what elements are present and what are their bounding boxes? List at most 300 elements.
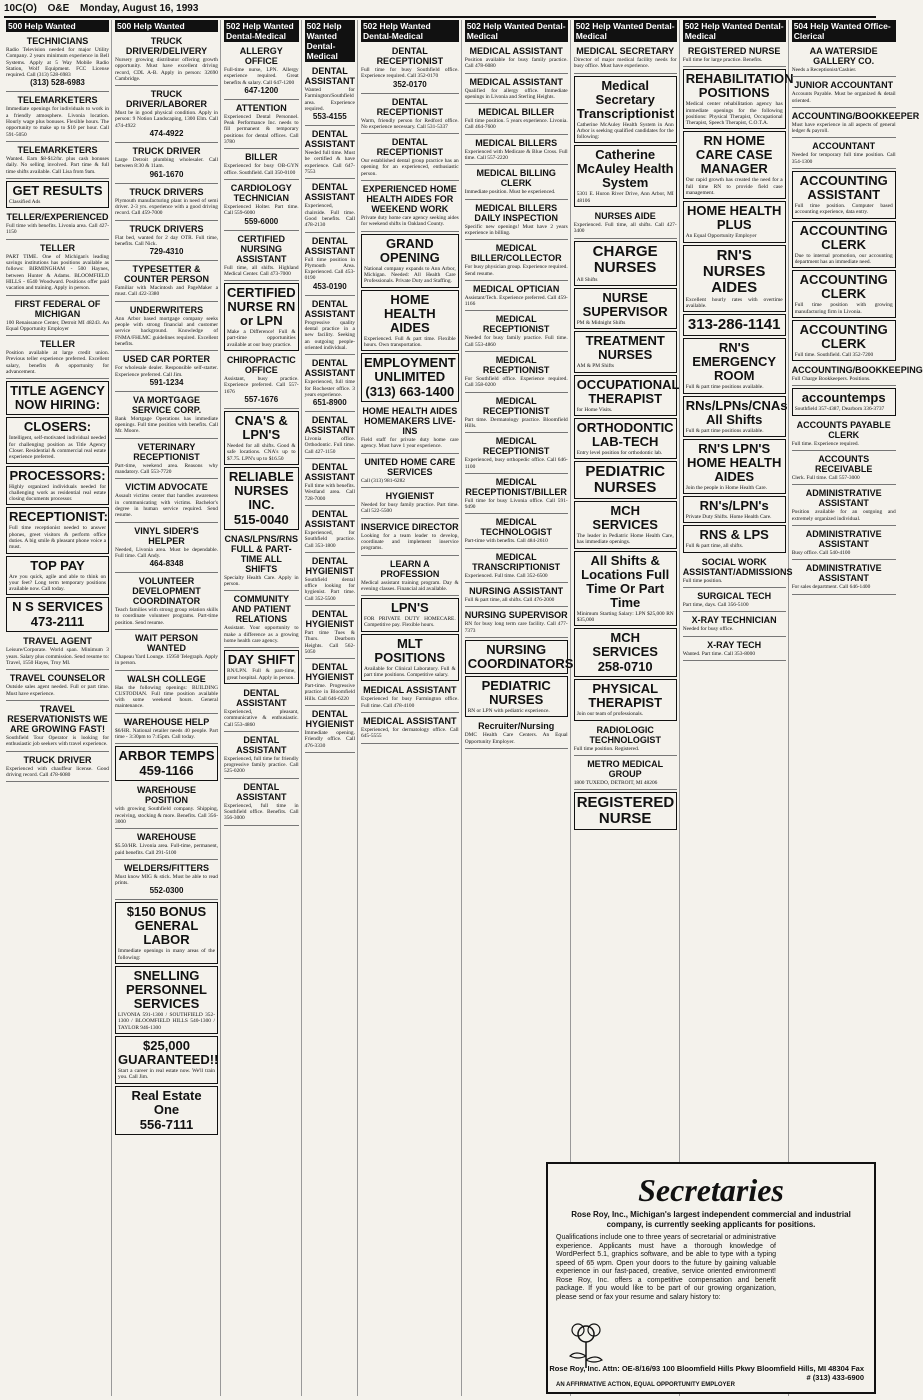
ad-body: Large Detroit plumbing wholesaler. Call between 8:30 & 11am. (115, 157, 218, 170)
column-3 (303, 20, 358, 1396)
ad-body: Part-time, weekend area. Reasons why mandatory. Call 553-7720 (115, 462, 218, 476)
column-header: 500 Help Wanted (6, 20, 109, 32)
ad-title: All Shifts & Locations Full Time Or Part Time (581, 552, 670, 610)
classified-ad (574, 628, 677, 677)
ad-body: Needed full time. Must be certified & have experience. Call 647-7553 (304, 150, 355, 176)
ad-body: $6/HR. National retailer needs 40 people. Part time - 3:30pm to 7:45pm. Call today. (115, 727, 218, 741)
ad-body: PART TIME. One of Michigan's leading savings institutions has positions available as follows: BIRMINGHAM - 500 Haynes, between Hunter & Adams. BLOOMFIELD HILLS - 6540 Woodward. Positions offer paid vacation and training. Apply in person. (6, 253, 109, 292)
classified-ad (792, 452, 896, 485)
ad-body: Part time, days. Call 356-5100 (682, 602, 749, 609)
ad-body: Must be in good physical condition. Apply in person: 9 Notion Landscaping, 1300 Elm. Call 474-4922 (115, 110, 218, 129)
ad-body: Full & part time, all shifts. Call 476-2000 (464, 597, 555, 604)
ad-title: WAIT PERSON WANTED (134, 632, 198, 653)
ad-body: Full time receptionist needed to answer phones, greet visitors & perform office duties. A big smile & pleasant phone voice a must. (9, 525, 106, 551)
issue-date: Monday, August 16, 1993 (80, 3, 199, 14)
classified-ad (305, 413, 355, 459)
ad-title: DAY SHIFT (227, 652, 295, 668)
ad-title: MEDICAL RECEPTIONIST (482, 314, 550, 335)
classified-ad (574, 145, 677, 207)
ad-body: Specialty Health Care. Apply in person. (224, 574, 299, 588)
ad-title: TRUCK DRIVER/DELIVERY (125, 36, 208, 56)
ad-body: Full & part time positions available. (685, 427, 764, 434)
classified-ad (115, 830, 218, 860)
ad-title: MCH SERVICES (592, 503, 658, 533)
classified-ad (115, 783, 218, 829)
column-2 (222, 20, 302, 1396)
classified-ad (465, 353, 568, 393)
classified-ad (465, 434, 568, 474)
ad-title: ACCOUNTING CLERK (799, 321, 888, 351)
ad-title: USED CAR PORTER (122, 354, 210, 365)
classified-ad (465, 201, 568, 241)
ad-body: Are you quick, agile and able to think on your feet? Long term temporary positions available now. Call today. (9, 573, 106, 593)
classified-ad (115, 222, 218, 262)
ad-body: Part time. Dermatology practice. Bloomfield Hills. (464, 416, 568, 429)
ad-body: Needs a Receptionist/Cashier. (791, 67, 857, 73)
ad-title: DENTAL ASSISTANT (304, 182, 355, 203)
ad-title: MEDICAL ASSISTANT (363, 715, 457, 726)
classified-ad (6, 753, 109, 783)
ad-title: REGISTERED NURSE (576, 794, 675, 828)
ad-body: Immediate openings for individuals to work in a friendly atmosphere. Livonia location. Hourly wage plus bonuses. Flexible hours. The opportunity to make up to $10 per hour. Call 591-5050 (6, 106, 109, 138)
classified-ad (361, 634, 459, 682)
ad-title: 313-286-1141 (687, 316, 781, 334)
classified-ad (6, 597, 109, 632)
ad-body: Full time for busy Livonia office. Call 591-9490 (464, 497, 568, 511)
ad-title: RN'S EMERGENCY ROOM (692, 340, 777, 384)
ad-title: N S SERVICES (12, 599, 103, 615)
classified-ad (6, 507, 109, 553)
classified-ad (361, 598, 459, 632)
classified-ad (574, 551, 677, 627)
ad-title: TRUCK DRIVERS (129, 186, 204, 197)
ad-phone: 474-4922 (149, 129, 184, 139)
column-4 (359, 20, 462, 1396)
ad-title: DENTAL ASSISTANT (304, 129, 355, 150)
ad-address: Rose Roy, Inc. Attn: OE-8/16/93 100 Bloomfield Hills Pkwy Bloomfield Hills, MI 48304 Fax # (313) 433-6900 (549, 1364, 864, 1382)
ad-title: COMMUNITY AND PATIENT RELATIONS (231, 594, 291, 625)
classified-ad (792, 561, 896, 594)
ad-body: Medical center rehabilitation agency has immediate openings for the following positions: Physical Therapist, Occupational Therapist, Speech Therapist, C.O.T.A. (685, 101, 783, 127)
ad-body: Has the following openings: BUILDING CUSTODIAN. Full time position available with some weekend hours. General maintenance. (115, 684, 218, 710)
ad-phone: 552-0300 (149, 886, 184, 896)
column-header: 500 Help Wanted (115, 20, 218, 32)
ad-title: DENTAL HYGIENIST (305, 662, 355, 683)
classified-ad (305, 554, 355, 606)
ad-title: X-RAY TECH (707, 639, 762, 650)
classified-ad (305, 127, 355, 179)
classified-ad (683, 245, 786, 313)
ad-body: Experienced with Medicare & Blue Cross. Full time. Call 557-2220 (464, 148, 568, 162)
classified-ad (683, 131, 786, 199)
ad-body: Director of major medical facility needs for busy office. Must have experience. (573, 57, 677, 70)
ad-title: TRAVEL RESERVATIONISTS WE ARE GROWING FAST! (7, 703, 108, 734)
ad-title: ADMINISTRATIVE ASSISTANT (805, 528, 882, 549)
ad-title: ACCOUNTING CLERK (799, 272, 888, 302)
ad-title: MEDICAL BILLER/COLLECTOR (470, 243, 562, 264)
ad-phone: 591-1234 (149, 377, 184, 387)
classified-ad (574, 723, 677, 756)
classified-ad (465, 475, 568, 515)
ad-title: RN's/LPN's (699, 498, 769, 514)
ad-body: Needed for busy office. (682, 626, 734, 633)
ad-title: TELEMARKETERS (17, 144, 98, 155)
ad-title: RN'S NURSES AIDES (702, 246, 766, 296)
classified-ad (791, 363, 923, 386)
ad-body: Catherine McAuley Health System in Ann Arbor is seeking qualified candidates for the following: (576, 121, 674, 141)
classified-ad (6, 381, 109, 415)
ad-body: Assistant. Your opportunity to make a difference as a growing home health care agency. (224, 625, 299, 645)
ad-body: Immediate opening. Friendly office. Call 476-3330 (304, 730, 355, 749)
classified-ad (6, 417, 109, 463)
ad-body: Highly organized individuals needed for challenging work as residential real estate closing documents processor. (9, 483, 106, 503)
classified-ad (305, 460, 355, 506)
ad-body: Full time. Southfield. Call 352-7200 (794, 351, 874, 358)
ad-body: Join the people in Home Health Care. (685, 484, 767, 491)
ad-body: Entry level position for orthodontic lab. (576, 449, 663, 456)
ad-body: Qualified for allergy office. Immediate openings in Livonia and Sterling Heights. (464, 87, 568, 100)
classified-ad (683, 201, 786, 242)
ad-title: ALLERGY OFFICE (239, 46, 283, 66)
ad-body: For sales department. Call 646-1400 (791, 584, 871, 591)
classified-ad (6, 671, 109, 701)
ad-body: DMC Health Care Centers. An Equal Opportunity Employer. (464, 732, 568, 745)
ad-body: Plymouth manufacturing plant in need of semi driver. 2-3 yrs. experience with a good driving record. Call 459-7000 (115, 197, 218, 217)
classified-ad (224, 650, 299, 684)
ad-body: Experienced. Full time, all shifts. Call 427-3400 (573, 222, 677, 235)
ad-title: PHYSICAL THERAPIST (588, 681, 663, 711)
ad-phone: 453-0190 (312, 281, 347, 291)
ad-title: CERTIFIED NURSING ASSISTANT (236, 233, 287, 264)
ad-title: DENTAL RECEPTIONIST (376, 137, 444, 158)
secretaries-ad (546, 1162, 876, 1394)
classified-ad (305, 64, 355, 126)
ad-body: Looking for a team leader to develop, coordinate and implement inservice programs. (360, 532, 459, 552)
ad-body: Warm, friendly person for Redford office. No experience necessary. Call 531-5337 (360, 117, 459, 130)
classified-ad (361, 353, 459, 402)
ad-body: Full time position. Registered. (573, 745, 640, 752)
classified-ad (115, 185, 218, 221)
classified-ad (683, 69, 794, 129)
ad-title: CHARGE NURSES (592, 242, 658, 276)
ad-body: Excellent hourly rates with overtime available. (685, 296, 783, 309)
ad-title: MEDICAL OPTICIAN (473, 283, 560, 294)
ad-title: TELLER (40, 339, 75, 350)
ad-title: RELIABLE NURSES INC. (228, 468, 294, 512)
column-0 (4, 20, 112, 1396)
ad-body: Our rapid growth has created the need for a full time RN to provide field case management. (685, 177, 783, 197)
classified-ad (574, 375, 680, 416)
ad-title: NURSES AIDE (594, 211, 656, 222)
ad-body: Private Duty Shifts. Home Health Care. (685, 514, 772, 521)
ad-title: LEARN A PROFESSION (380, 558, 440, 579)
classified-ad (115, 262, 218, 302)
classified-ad (6, 210, 109, 240)
ad-title: METRO MEDICAL GROUP (587, 758, 664, 779)
ad-body: Full time for busy Southfield office. Experience required. Call 352-0170 (360, 67, 459, 80)
ad-title: CNAS/LPNS/RNS FULL & PART-TIME ALL SHIFTS (224, 533, 299, 574)
ad-title: RADIOLOGIC TECHNOLOGIST (589, 724, 661, 745)
ad-body: Teach families with strong group relation skills to coordinate volunteer programs. Part-time position. Send resume. (115, 607, 218, 626)
classified-ad (465, 676, 568, 717)
classified-ad (683, 396, 786, 437)
ad-title: VOLUNTEER DEVELOPMENT COORDINATOR (132, 576, 201, 607)
ad-title: GRAND OPENING (379, 235, 440, 265)
flower-logo-icon (556, 1312, 616, 1372)
ad-title: DENTAL ASSISTANT (304, 415, 355, 436)
ad-body: Part-time. Progressive practice in Bloomfield Hills. Call 646-6220 (304, 683, 355, 702)
ad-title: DENTAL RECEPTIONIST (376, 96, 444, 117)
classified-ad (115, 631, 218, 671)
ad-body: Specific new openings! Must have 2 years experience in billing. (464, 223, 568, 236)
classified-ad (574, 44, 677, 74)
ad-body: $5.50/HR. Livonia area. Full-time, permanent, paid benefits. Call 291-5100 (115, 843, 218, 856)
ad-title: MEDICAL RECEPTIONIST (482, 436, 550, 457)
classified-ad (683, 525, 786, 552)
ad-company: Rose Roy, Inc., Michigan's largest independent commercial and industrial company, is currently seeking applicants for positions. (571, 1210, 851, 1229)
classified-ad (465, 608, 568, 638)
ad-body: Flat bed, wanted for 2 day OTR. Full time, benefits. Call Nick. (115, 234, 218, 247)
ad-body: AM & PM Shifts (576, 363, 614, 370)
classified-ad (361, 520, 459, 556)
ad-body: Familiar with Macintosh and PageMaker a must. Call 422-3380 (115, 285, 218, 298)
ad-body: Full time for large practice. Benefits. (682, 57, 763, 63)
ad-body: For Southfield office. Experience required. Call 358-0200 (464, 376, 568, 389)
classified-ad (574, 461, 677, 499)
ad-phone: 464-8348 (149, 559, 184, 569)
ad-body: Must have experience in all aspects of general ledger & payroll. (791, 121, 896, 135)
ad-title: HOME HEALTH AIDES HOMEMAKERS LIVE-INS (362, 406, 458, 437)
classified-ad (465, 241, 568, 281)
ad-body: Needed for busy family practice. Part time. Call 522-5500 (360, 502, 459, 515)
classified-ad (361, 290, 459, 352)
classified-ad (683, 439, 786, 494)
ad-body: Ann Arbor based mortgage company seeks people with strong financial and customer service background. Knowledge of FNMA/FHLMC guidelines required. Excellent benefits. (115, 315, 218, 347)
classified-ad (792, 139, 896, 169)
ad-eoe: AN AFFIRMATIVE ACTION, EQUAL OPPORTUNITY EMPLOYER (556, 1382, 735, 1388)
ad-body: Southfield dental office looking for hygienist. Part time. Call 352-5500 (304, 576, 355, 602)
ad-title: MEDICAL BILLERS (475, 137, 558, 148)
ad-title: DENTAL HYGIENIST (305, 555, 355, 576)
ad-phone: (313) 663-1400 (365, 384, 455, 400)
ad-body: Assistant, busy practice. Experience preferred. Call 557-1676 (224, 376, 299, 395)
ad-title: RNs/LPNs/CNAs All Shifts (685, 397, 788, 427)
ad-body: Position available for an outgoing and extremely organized individual. (791, 509, 896, 522)
classified-ad (574, 331, 677, 372)
ad-title: TELLER/EXPERIENCED (6, 212, 109, 223)
ad-title: EXPERIENCED HOME HEALTH AIDES FOR WEEKEND WORK (362, 184, 457, 215)
ad-body: Southfield Tour Operator is looking for enthusiastic job seekers with travel experience. (6, 734, 109, 748)
ad-body: Full time, all shifts. Highland Medical Center. Call 473-7000 (224, 264, 299, 277)
ad-title: SOCIAL WORK ASSISTANT/ADMISSIONS (682, 556, 793, 577)
ad-body: Full time with benefits. Westland area. Call 728-7000 (304, 483, 355, 502)
classified-ad (6, 181, 109, 208)
ad-title: DENTAL HYGIENIST (305, 608, 355, 629)
classified-ad (115, 393, 218, 439)
column-header: 502 Help Wanted Dental-Medical (361, 20, 459, 42)
classified-ad (224, 181, 299, 231)
ad-body: Full time position with growing manufacturing firm in Livonia. (794, 302, 893, 315)
ad-title: TRAVEL COUNSELOR (9, 673, 106, 684)
ad-title: MEDICAL ASSISTANT (469, 76, 563, 87)
ad-title: EMPLOYMENT UNLIMITED (363, 355, 456, 385)
ad-body: Experienced. Full & part time. Flexible hours. Own transportation. (363, 335, 456, 348)
ad-body: Experienced, for dermatology office. Call 645-5555 (360, 726, 459, 740)
classified-ad (115, 303, 218, 351)
column-header: 502 Help Wanted Dental-Medical (224, 20, 299, 42)
ad-body: Must know MIG & stick. Must be able to read prints. (115, 873, 218, 887)
ad-title: REHABILITATION POSITIONS (685, 71, 794, 101)
ad-body: Experienced, full time for friendly progressive family practice. Call 525-0200 (224, 755, 299, 775)
column-header: 502 Help Wanted Dental-Medical (574, 20, 677, 42)
ad-phone: 459-1166 (139, 763, 194, 779)
ad-body: Part-time with benefits. Call 484-2610 (464, 538, 548, 545)
ad-body: Our established dental group practice has an opening for an experienced, enthusiastic person. (360, 158, 459, 177)
ad-body: Experienced, full time for Rochester office. 3 years experience. (304, 379, 355, 398)
ad-body: for Home Visits. (576, 406, 613, 413)
column-header: 502 Help Wanted Dental-Medical (465, 20, 568, 42)
classified-ad (305, 297, 355, 355)
classified-ad (115, 902, 218, 964)
ad-title: TELLER (40, 242, 75, 253)
classified-ad (683, 589, 786, 612)
ad-body: Immediate openings in many areas of the following: (118, 948, 215, 961)
ad-title: DENTAL ASSISTANT (236, 734, 287, 755)
ad-body: Make a Difference! Full & part-time opportunities available at our busy practice. (227, 329, 296, 348)
ad-title: MEDICAL TRANSCRIPTIONIST (472, 551, 561, 572)
ad-title: TRUCK DRIVER (132, 146, 201, 157)
ad-title: Real Estate One (131, 1087, 202, 1117)
classified-ad (6, 337, 109, 379)
ad-body: Full Charge Bookkeepers. Positions. (791, 376, 871, 383)
ad-title: TRUCK DRIVER/LABORER (125, 89, 207, 110)
ad-title: TRAVEL AGENT (23, 636, 92, 647)
classified-ad (115, 144, 218, 184)
classified-ad (305, 234, 355, 296)
ad-title: DENTAL ASSISTANT (304, 298, 355, 319)
ad-body: Needed for temporary full time position. Call 354-1300 (791, 152, 896, 165)
ad-body: Full time. Experience required. (791, 440, 859, 447)
classified-ad (305, 507, 355, 553)
classified-ad (361, 489, 459, 519)
ad-body: For busy physician group. Experience required. Send resume. (464, 264, 568, 277)
ad-title: CLOSERS: (23, 419, 92, 435)
ad-title: CERTIFIED NURSE RN or LPN (227, 285, 296, 329)
classified-ad (115, 746, 218, 781)
ad-body: PM & Midnight Shifts (576, 319, 626, 326)
classified-ad (574, 288, 677, 329)
classified-ad (792, 388, 896, 415)
classified-ad (6, 93, 109, 141)
classified-ad (115, 440, 218, 480)
ad-phone: 553-4155 (312, 112, 347, 122)
ad-body: Chapeau Yard Lounge. 15950 Telegraph. Apply in person. (115, 653, 218, 667)
classified-ad (224, 101, 299, 149)
ad-title: DENTAL ASSISTANT (304, 508, 355, 529)
ad-body: Immediate position. Must be experienced. (464, 189, 556, 196)
classified-ad (6, 556, 109, 596)
ad-title: REGISTERED NURSE (687, 46, 781, 56)
ad-body: Radio Television needed for major Utility Company. 2 years minimum experience in Bell Systems. Apply at 5 Way Mobile Radio Station, Wolf Equipment. FCC License required. Call (313) 528-6983 (6, 47, 109, 79)
ad-body: The leader in Pediatric Home Health Care, has immediate openings. (576, 533, 674, 546)
ad-title: SURGICAL TECH (697, 591, 772, 602)
classified-ad (465, 394, 568, 434)
ad-body: LIVONIA 591-1300 / SOUTHFIELD 352-1300 / BLOOMFIELD HILLS 540-1300 / TAYLOR 946-1300 (118, 1012, 215, 1031)
classified-ad (361, 234, 459, 288)
ad-body: Private duty home care agency seeking aides for weekend shifts in Oakland County. (360, 215, 459, 228)
ad-body: National company expands to Ann Arbor, Michigan. Needed: All Health Care Professionals. Private Duty and Staffing. (363, 265, 456, 285)
classified-ad (465, 75, 568, 105)
ad-body: Experienced, chairside. Full time. Good benefits. Call 478-2130 (304, 203, 355, 229)
ad-title: GET RESULTS (12, 182, 103, 198)
classified-ad (574, 418, 677, 459)
ad-title: CHIROPRACTIC OFFICE (226, 355, 296, 376)
classified-ad (682, 555, 793, 588)
classified-ad (465, 136, 568, 166)
ad-title: X-RAY TECHNICIAN (691, 615, 777, 626)
paper-name: O&E (47, 3, 70, 14)
ad-body: Full & part time, all shifts. (685, 543, 744, 550)
ad-title: $25,000 GUARANTEED!! (118, 1037, 219, 1067)
classified-ad (792, 221, 896, 269)
classified-ad (465, 550, 568, 583)
ad-title: MEDICAL BILLERS DAILY INSPECTION (474, 202, 558, 223)
classified-ad (361, 135, 459, 181)
ad-body: Experienced, busy orthopedic office. Call 646-1100 (464, 457, 568, 470)
ad-body: Experienced Dental Personnel. Peak Performance Inc. needs to fill permanent & temporary positions for dental offices. Call 3780 (224, 113, 299, 146)
ad-title: TRUCK DRIVERS (129, 223, 204, 234)
ad-body: Experienced, pleasant, communicative & enthusiastic. Call 553-4860 (224, 708, 299, 728)
classified-ad (115, 1086, 218, 1135)
classified-ad (465, 584, 568, 607)
ad-title: WAREHOUSE POSITION (136, 785, 196, 806)
classified-ad (305, 707, 355, 753)
classified-ad (115, 352, 218, 392)
ad-title: MEDICAL SECRETARY (576, 46, 675, 56)
ad-body: Experienced for busy OB-GYN office. Southfield. Call 350-0100 (224, 163, 299, 176)
ad-title: MEDICAL TECHNOLOGIST (480, 517, 552, 538)
classified-ad (683, 44, 786, 67)
section-number: 10C(O) (4, 3, 37, 14)
classified-ad (115, 34, 218, 86)
ad-title: ATTENTION (235, 102, 287, 113)
classified-ad (683, 338, 786, 393)
ad-body: Busy office. Call 540-4100 (791, 549, 851, 556)
classified-ad (792, 44, 896, 77)
classified-ad (361, 44, 459, 94)
ad-body: Position available at large credit union. Previous teller experience preferred. Excellent salary, benefits & opportunity for advancement. (6, 350, 109, 376)
classified-ad (115, 524, 218, 574)
ad-title: DENTAL ASSISTANT (304, 66, 355, 86)
ad-title: CARDIOLOGY TECHNICIAN (230, 182, 292, 203)
ad-title: BILLER (245, 152, 278, 163)
ad-title: ADMINISTRATIVE ASSISTANT (805, 563, 882, 584)
ad-title: NURSING SUPERVISOR (464, 610, 568, 621)
classified-ad (792, 418, 896, 451)
ad-body: Wanted for Farmington/Southfield area. Experience required. (304, 87, 355, 112)
ad-body: Needed for all shifts. Good & safe locations. CNA's up to $7.75. LPN's up to $16.50 (227, 442, 296, 462)
ad-phone: 647-1200 (244, 85, 279, 95)
column-header: 502 Help Wanted Dental-Medical (305, 20, 355, 62)
ad-body: 5301 E. Huron River Drive, Ann Arbor, MI 48106 (576, 191, 674, 204)
ad-phone: 729-4310 (149, 247, 184, 257)
ad-title: WAREHOUSE HELP (123, 716, 210, 727)
classified-ad (683, 613, 786, 636)
ad-title: UNDERWRITERS (129, 304, 204, 315)
ad-title: WAREHOUSE (136, 832, 196, 843)
ad-body: Progressive quality dental practice in a new facility. Seeking an outgoing people-oriented individual. (304, 319, 355, 351)
classified-ad (574, 76, 677, 144)
